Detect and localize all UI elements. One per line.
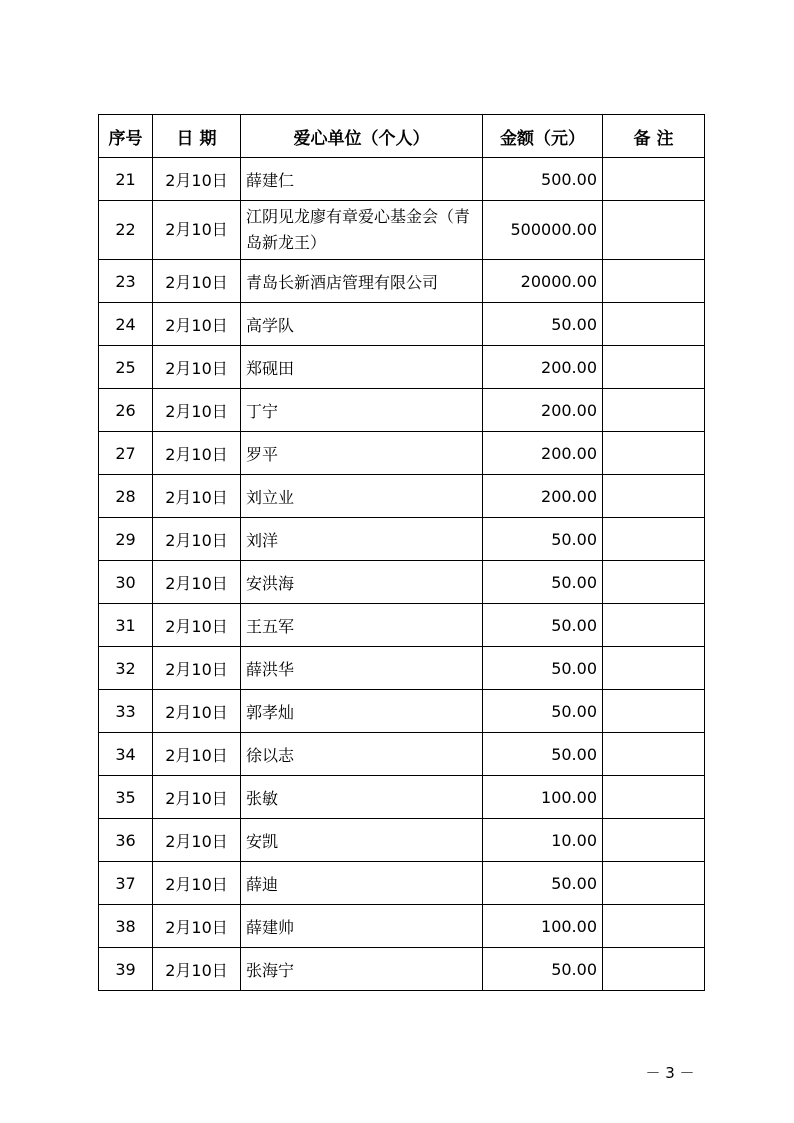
- cell-note: [603, 862, 705, 905]
- cell-donor: 郭孝灿: [241, 690, 483, 733]
- cell-amount: 500.00: [483, 158, 603, 201]
- table-row: [99, 260, 705, 303]
- cell-amount: 50.00: [483, 561, 603, 604]
- cell-donor: 刘立业: [241, 475, 483, 518]
- table-row: [99, 303, 705, 346]
- cell-date: 2月10日: [153, 819, 241, 862]
- table-body: [99, 158, 705, 991]
- cell-amount: 50.00: [483, 518, 603, 561]
- cell-date: 2月10日: [153, 647, 241, 690]
- cell-serial: 29: [99, 518, 153, 561]
- cell-serial: 24: [99, 303, 153, 346]
- cell-date: 2月10日: [153, 690, 241, 733]
- cell-amount: 100.00: [483, 905, 603, 948]
- cell-date: 2月10日: [153, 475, 241, 518]
- cell-serial: 32: [99, 647, 153, 690]
- cell-donor: 薛建仁: [241, 158, 483, 201]
- table-row: [99, 475, 705, 518]
- cell-amount: 200.00: [483, 475, 603, 518]
- cell-amount: 50.00: [483, 647, 603, 690]
- cell-serial: 31: [99, 604, 153, 647]
- cell-serial: 35: [99, 776, 153, 819]
- cell-serial: 38: [99, 905, 153, 948]
- header-serial: 序号: [99, 115, 153, 158]
- cell-serial: 37: [99, 862, 153, 905]
- cell-donor: 薛迪: [241, 862, 483, 905]
- cell-amount: 50.00: [483, 862, 603, 905]
- cell-donor: 薛洪华: [241, 647, 483, 690]
- cell-amount: 50.00: [483, 303, 603, 346]
- table-row: [99, 432, 705, 475]
- cell-donor: 王五军: [241, 604, 483, 647]
- cell-amount: 200.00: [483, 389, 603, 432]
- header-amount: 金额（元）: [483, 115, 603, 158]
- cell-serial: 28: [99, 475, 153, 518]
- cell-donor: 江阴见龙廖有章爱心基金会（青岛新龙王）: [241, 201, 483, 260]
- cell-note: [603, 346, 705, 389]
- header-row: [99, 115, 705, 158]
- table-row: [99, 862, 705, 905]
- cell-date: 2月10日: [153, 561, 241, 604]
- cell-donor: 高学队: [241, 303, 483, 346]
- table-row: [99, 819, 705, 862]
- cell-note: [603, 948, 705, 991]
- cell-serial: 22: [99, 201, 153, 260]
- cell-donor: 张敏: [241, 776, 483, 819]
- cell-serial: 39: [99, 948, 153, 991]
- cell-serial: 34: [99, 733, 153, 776]
- table-row: [99, 776, 705, 819]
- cell-donor: 张海宁: [241, 948, 483, 991]
- table-row: [99, 389, 705, 432]
- table-row: [99, 733, 705, 776]
- cell-note: [603, 647, 705, 690]
- cell-date: 2月10日: [153, 518, 241, 561]
- cell-date: 2月10日: [153, 948, 241, 991]
- cell-donor: 丁宁: [241, 389, 483, 432]
- cell-donor: 徐以志: [241, 733, 483, 776]
- table-row: [99, 647, 705, 690]
- cell-amount: 200.00: [483, 346, 603, 389]
- cell-amount: 20000.00: [483, 260, 603, 303]
- cell-amount: 50.00: [483, 948, 603, 991]
- cell-date: 2月10日: [153, 346, 241, 389]
- table-row: [99, 948, 705, 991]
- table-row: [99, 346, 705, 389]
- cell-serial: 30: [99, 561, 153, 604]
- cell-donor: 郑砚田: [241, 346, 483, 389]
- cell-date: 2月10日: [153, 776, 241, 819]
- cell-serial: 26: [99, 389, 153, 432]
- cell-amount: 10.00: [483, 819, 603, 862]
- cell-serial: 23: [99, 260, 153, 303]
- cell-date: 2月10日: [153, 158, 241, 201]
- cell-note: [603, 905, 705, 948]
- cell-date: 2月10日: [153, 389, 241, 432]
- cell-amount: 50.00: [483, 604, 603, 647]
- cell-amount: 500000.00: [483, 201, 603, 260]
- header-note: 备 注: [603, 115, 705, 158]
- cell-amount: 50.00: [483, 733, 603, 776]
- cell-date: 2月10日: [153, 432, 241, 475]
- table-row: [99, 690, 705, 733]
- cell-amount: 100.00: [483, 776, 603, 819]
- cell-note: [603, 733, 705, 776]
- cell-date: 2月10日: [153, 733, 241, 776]
- table-row: [99, 561, 705, 604]
- cell-donor: 安洪海: [241, 561, 483, 604]
- table-row: [99, 604, 705, 647]
- cell-note: [603, 303, 705, 346]
- table-row: [99, 201, 705, 260]
- cell-date: 2月10日: [153, 862, 241, 905]
- cell-date: 2月10日: [153, 604, 241, 647]
- page-number: － 3 －: [645, 1064, 695, 1082]
- cell-serial: 33: [99, 690, 153, 733]
- cell-donor: 青岛长新酒店管理有限公司: [241, 260, 483, 303]
- cell-note: [603, 604, 705, 647]
- cell-amount: 200.00: [483, 432, 603, 475]
- table-row: [99, 905, 705, 948]
- cell-note: [603, 158, 705, 201]
- cell-note: [603, 819, 705, 862]
- cell-serial: 25: [99, 346, 153, 389]
- header-date: 日 期: [153, 115, 241, 158]
- cell-note: [603, 475, 705, 518]
- cell-donor: 刘洋: [241, 518, 483, 561]
- cell-date: 2月10日: [153, 201, 241, 260]
- cell-date: 2月10日: [153, 260, 241, 303]
- cell-amount: 50.00: [483, 690, 603, 733]
- cell-note: [603, 561, 705, 604]
- cell-note: [603, 518, 705, 561]
- cell-note: [603, 690, 705, 733]
- cell-serial: 21: [99, 158, 153, 201]
- cell-note: [603, 201, 705, 260]
- table-row: [99, 158, 705, 201]
- cell-note: [603, 432, 705, 475]
- donation-table: [98, 114, 705, 991]
- cell-serial: 27: [99, 432, 153, 475]
- cell-date: 2月10日: [153, 905, 241, 948]
- header-donor: 爱心单位（个人）: [241, 115, 483, 158]
- table-row: [99, 518, 705, 561]
- cell-note: [603, 260, 705, 303]
- cell-note: [603, 389, 705, 432]
- cell-donor: 罗平: [241, 432, 483, 475]
- cell-note: [603, 776, 705, 819]
- cell-date: 2月10日: [153, 303, 241, 346]
- cell-donor: 薛建帅: [241, 905, 483, 948]
- cell-donor: 安凯: [241, 819, 483, 862]
- cell-serial: 36: [99, 819, 153, 862]
